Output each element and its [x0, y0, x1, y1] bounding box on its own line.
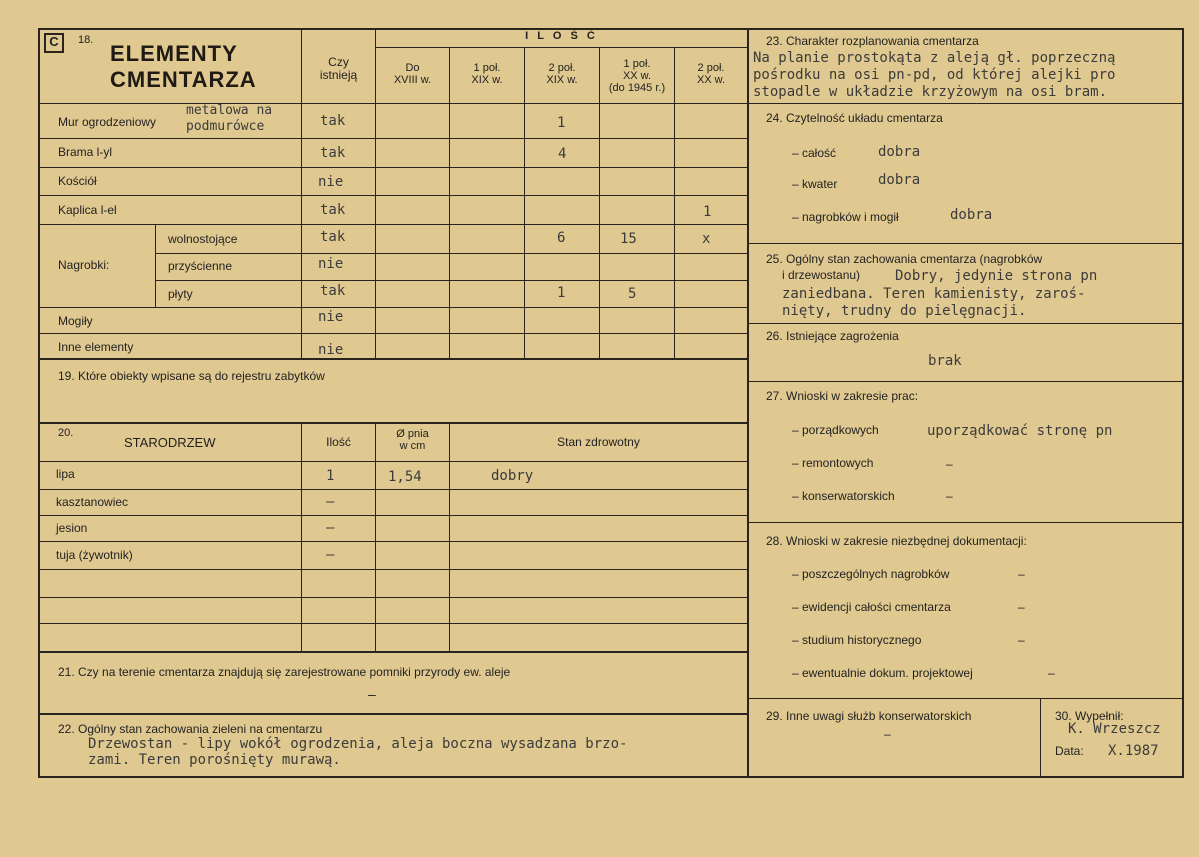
tree-name: lipa: [56, 467, 75, 481]
s20-col-diam-line-2: w cm: [399, 440, 426, 453]
grid-line: [38, 541, 748, 542]
s28-label: 28. Wnioski w zakresie niezbędnej dokumentacji:: [766, 534, 1027, 548]
grid-line: [38, 358, 748, 360]
grid-line: [375, 47, 748, 48]
s30-date-label: Data:: [1055, 744, 1084, 758]
freestanding-count-1: 6: [557, 230, 566, 246]
wall-count: 1: [557, 115, 566, 131]
period-header: [525, 62, 599, 86]
s29-label: 29. Inne uwagi służb konserwatorskich: [766, 709, 972, 723]
row-label-gate: Brama l-yl: [58, 145, 113, 159]
grid-line: [375, 422, 376, 652]
freestanding-exists: tak: [320, 229, 346, 245]
s25-line-3: nięty, trudny do pielęgnacji.: [782, 303, 1027, 319]
grid-line: [155, 280, 748, 281]
s28-item-label: – studium historycznego: [792, 633, 922, 647]
grid-line: [38, 489, 748, 490]
s21-value: –: [368, 686, 376, 702]
s25-line-2: zaniedbana. Teren kamienisty, zaroś-: [782, 286, 1086, 302]
tree-count: –: [326, 547, 335, 563]
ilosc-header: I L O Ś Ć: [525, 30, 598, 42]
row-label-wall-mounted: przyścienne: [168, 259, 233, 273]
grid-line: [524, 47, 525, 358]
s22-label: 22. Ogólny stan zachowania zieleni na cmentarzu: [58, 722, 323, 736]
grid-line: [38, 103, 748, 104]
mounds-exists: nie: [318, 309, 344, 325]
grid-line: [38, 224, 748, 225]
period-header: [675, 62, 747, 86]
row-label-slabs: płyty: [168, 287, 193, 301]
period-header: [450, 62, 524, 86]
s25-label-2: i drzewostanu): [782, 268, 861, 282]
period-line: XX w.: [696, 74, 726, 87]
grid-line: [747, 323, 1184, 324]
s23-line-2: pośrodku na osi pn-pd, od której alejki pro: [753, 67, 1116, 83]
row-label-wall: Mur ogrodzeniowy: [58, 115, 157, 129]
s27-conserve-label: – konserwatorskich: [792, 489, 895, 503]
row-label-other: Inne elementy: [58, 340, 134, 354]
gate-exists: tak: [320, 145, 346, 161]
s24-quarters-label: – kwater: [792, 177, 838, 191]
freestanding-count-2: 15: [620, 231, 637, 247]
period-line: XVIII w.: [393, 74, 432, 87]
s28-item-value: –: [1018, 633, 1025, 647]
grid-line: [38, 569, 748, 570]
s30-filled-by: K. Wrzeszcz: [1068, 721, 1161, 737]
s27-repair-label: – remontowych: [792, 456, 874, 470]
s20-col-health: Stan zdrowotny: [557, 435, 640, 449]
period-line: XIX w.: [471, 74, 503, 87]
grid-line: [38, 623, 748, 624]
tree-count: –: [326, 494, 335, 510]
grid-line: [674, 47, 675, 358]
s28-item-label: – poszczególnych nagrobków: [792, 567, 950, 581]
wall-exists: tak: [320, 113, 346, 129]
wall-type-2: podmurówce: [186, 119, 265, 134]
s24-graves-value: dobra: [950, 207, 993, 223]
s24-whole-value: dobra: [878, 144, 921, 160]
s23-label: 23. Charakter rozplanowania cmentarza: [766, 34, 979, 48]
slabs-count-1: 1: [557, 285, 566, 301]
row-label-freestanding: wolnostojące: [168, 232, 238, 246]
title-line-2: CMENTARZA: [110, 67, 257, 92]
s26-value: brak: [928, 353, 962, 369]
slabs-exists: tak: [320, 283, 346, 299]
tree-name: jesion: [56, 521, 88, 535]
period-line: Do: [405, 62, 420, 74]
col-exists-header: [302, 56, 375, 82]
grid-line: [38, 307, 748, 308]
frame-right-line: [1182, 28, 1184, 778]
s24-whole-label: – całość: [792, 146, 837, 160]
grid-line: [38, 461, 748, 462]
period-line: 2 poł.: [548, 62, 576, 74]
tree-name: tuja (żywotnik): [56, 548, 133, 562]
grid-line: [38, 195, 748, 196]
s28-item-label: – ewidencji całości cmentarza: [792, 600, 951, 614]
s28-item-label: – ewentualnie dokum. projektowej: [792, 666, 973, 680]
s27-repair-value: –: [946, 457, 953, 471]
tree-name: kasztanowiec: [56, 495, 129, 509]
grid-line: [301, 422, 302, 652]
slabs-count-2: 5: [628, 286, 637, 302]
tree-count: 1: [326, 468, 335, 484]
s22-line-1: Drzewostan - lipy wokół ogrodzenia, aleja boczna wysadzana brzo-: [88, 736, 628, 752]
s20-col-count: Ilość: [326, 435, 351, 449]
grid-line: [38, 167, 748, 168]
chapel-count: 1: [703, 204, 712, 220]
s20-title: STARODRZEW: [124, 435, 216, 450]
s20-col-diam: [376, 428, 449, 452]
row-label-mounds: Mogiły: [58, 314, 93, 328]
period-header: [376, 62, 449, 86]
grid-line: [747, 698, 1184, 699]
grid-line: [38, 333, 748, 334]
s23-line-3: stopadle w układzie krzyżowym na osi bram.: [753, 84, 1108, 100]
s27-order-label: – porządkowych: [792, 423, 879, 437]
period-line: XIX w.: [546, 74, 578, 87]
other-exists: nie: [318, 342, 344, 358]
row-label-church: Kościół: [58, 174, 97, 188]
row-label-chapel: Kaplica l-el: [58, 203, 117, 217]
tree-diam: 1,54: [388, 469, 422, 485]
grid-line: [38, 651, 748, 653]
s22-line-2: zami. Teren porośnięty murawą.: [88, 752, 341, 768]
s28-item-value: –: [1048, 666, 1055, 680]
period-header: [600, 58, 674, 94]
grid-line: [38, 515, 748, 516]
s25-label-1: 25. Ogólny stan zachowania cmentarza (nagrobków: [766, 252, 1043, 266]
s29-value: –: [884, 727, 891, 741]
gate-count: 4: [558, 146, 567, 162]
grid-line: [155, 253, 748, 254]
s24-label: 24. Czytelność układu cmentarza: [766, 111, 943, 125]
s21-label: 21. Czy na terenie cmentarza znajdują się zarejestrowane pomniki przyrody ew. aleje: [58, 665, 511, 679]
period-line: 2 poł.: [697, 62, 725, 74]
grid-line: [449, 47, 450, 358]
tree-count: –: [326, 520, 335, 536]
grid-line: [747, 522, 1184, 523]
s27-label: 27. Wnioski w zakresie prac:: [766, 389, 919, 403]
grid-line: [38, 422, 748, 424]
period-line: (do 1945 r.): [608, 82, 666, 95]
col-exists-line-2: istnieją: [319, 68, 358, 83]
s28-item-value: –: [1018, 600, 1025, 614]
s27-order-value: uporządkować stronę pn: [927, 423, 1113, 439]
church-exists: nie: [318, 174, 344, 190]
wall-type-1: metalowa na: [186, 103, 273, 118]
wall-mounted-exists: nie: [318, 256, 344, 272]
grid-line: [747, 243, 1184, 244]
period-line: 1 poł.: [623, 58, 651, 70]
grid-line: [155, 224, 156, 307]
s27-conserve-value: –: [946, 489, 953, 503]
chapel-exists: tak: [320, 202, 346, 218]
grid-line: [38, 138, 748, 139]
s26-label: 26. Istniejące zagrożenia: [766, 329, 899, 343]
s24-graves-label: – nagrobków i mogił: [792, 210, 899, 224]
s23-line-1: Na planie prostokąta z aleją gł. poprzeczną: [753, 50, 1116, 66]
row-label-graves: Nagrobki:: [58, 258, 110, 272]
grid-line: [38, 713, 748, 715]
s25-line-1: Dobry, jedynie strona pn: [895, 268, 1098, 284]
s30-label: 30. Wypełnił:: [1055, 709, 1124, 723]
s30-date-value: X.1987: [1108, 743, 1159, 759]
section-number: 18.: [78, 34, 94, 46]
grid-line: [1040, 698, 1041, 778]
title-line-1: ELEMENTY: [110, 41, 238, 66]
frame-bottom-line: [38, 776, 1184, 778]
grid-line: [38, 597, 748, 598]
s28-item-value: –: [1018, 567, 1025, 581]
section-letter: C: [49, 34, 59, 49]
grid-line: [747, 381, 1184, 382]
period-line: 1 poł.: [473, 62, 501, 74]
tree-health: dobry: [491, 468, 534, 484]
s20-col-diam-line-1: Ø pnia: [396, 428, 429, 440]
s19-label: 19. Które obiekty wpisane są do rejestru zabytków: [58, 369, 325, 383]
period-line: XX w.: [622, 70, 652, 83]
freestanding-count-3: x: [702, 231, 711, 247]
grid-line: [747, 103, 1184, 104]
col-exists-line-1: Czy: [328, 55, 349, 69]
s20-number: 20.: [58, 427, 74, 439]
s24-quarters-value: dobra: [878, 172, 921, 188]
center-divider: [747, 28, 749, 778]
grid-line: [449, 422, 450, 652]
frame-left-line: [38, 28, 40, 778]
